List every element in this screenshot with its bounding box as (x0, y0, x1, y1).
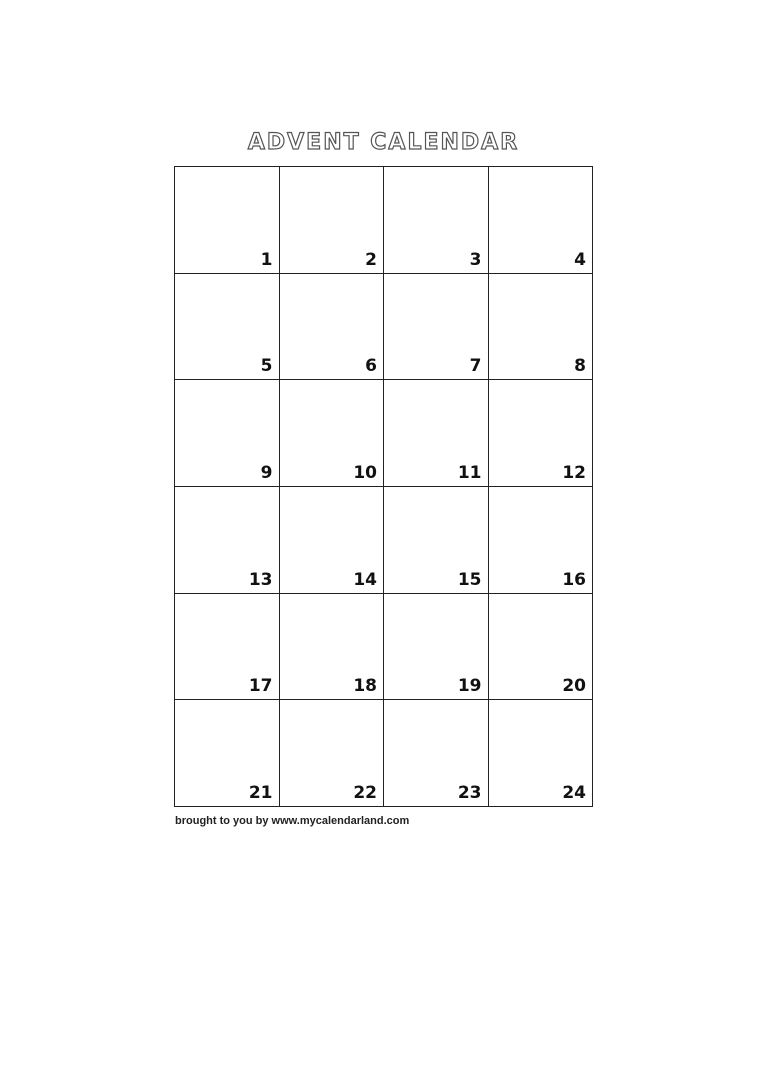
day-number: 13 (248, 569, 273, 590)
day-number: 9 (260, 462, 273, 483)
day-cell (280, 700, 385, 807)
day-number: 10 (353, 462, 377, 483)
day-number: 15 (457, 569, 482, 590)
day-number: 20 (562, 676, 586, 697)
day-cell (280, 380, 385, 487)
day-number: 4 (574, 249, 586, 270)
day-number: 14 (353, 569, 377, 590)
calendar-grid (174, 166, 593, 807)
day-cell (489, 594, 594, 701)
day-cell (384, 594, 489, 701)
day-cell (280, 594, 385, 701)
day-number: 18 (353, 676, 377, 697)
day-cell (489, 274, 594, 381)
day-number: 7 (469, 356, 482, 377)
day-cell (489, 167, 594, 274)
day-cell (280, 274, 385, 381)
day-cell (175, 700, 280, 807)
day-cell (489, 380, 594, 487)
day-number: 22 (353, 782, 377, 803)
day-cell (384, 380, 489, 487)
day-cell (175, 380, 280, 487)
page-title: ADVENT CALENDAR (247, 130, 520, 155)
day-number: 16 (562, 569, 586, 590)
footer-credit: brought to you by www.mycalendarland.com (175, 815, 410, 827)
day-number: 3 (469, 249, 482, 270)
day-cell (384, 487, 489, 594)
day-cell (489, 700, 594, 807)
day-cell (384, 274, 489, 381)
day-number: 11 (457, 462, 482, 483)
day-number: 12 (562, 462, 586, 483)
day-number: 1 (260, 249, 273, 270)
day-cell (384, 700, 489, 807)
day-number: 24 (562, 782, 586, 803)
day-number: 8 (574, 356, 586, 377)
day-number: 17 (248, 676, 273, 697)
day-cell (384, 167, 489, 274)
day-number: 5 (260, 356, 273, 377)
day-cell (175, 594, 280, 701)
day-number: 23 (457, 782, 482, 803)
day-number: 19 (457, 676, 482, 697)
day-cell (489, 487, 594, 594)
day-number: 2 (365, 249, 377, 270)
day-number: 21 (248, 782, 273, 803)
day-cell (175, 487, 280, 594)
day-number: 6 (365, 356, 377, 377)
day-cell (175, 167, 280, 274)
day-cell (280, 167, 385, 274)
day-cell (280, 487, 385, 594)
day-cell (175, 274, 280, 381)
